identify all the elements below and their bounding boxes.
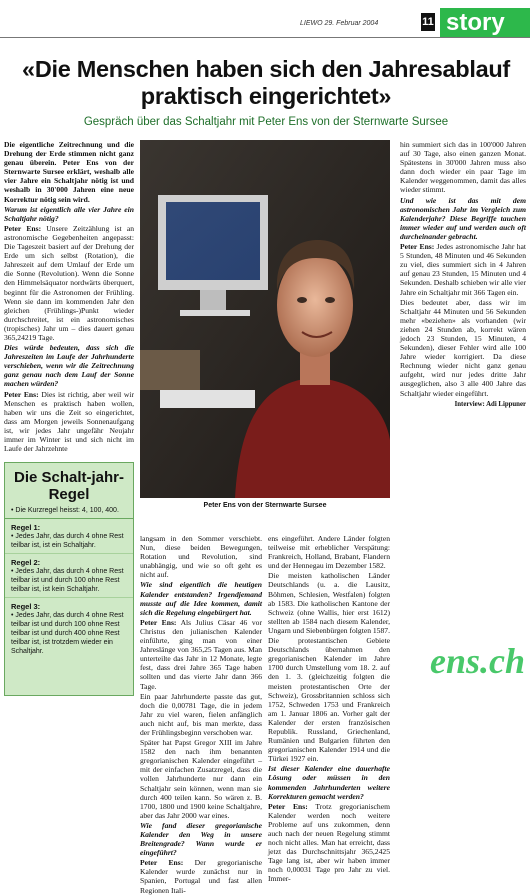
rule-text: • Jedes Jahr, das durch 4 ohne Rest teilbar ist, ist ein Schaltjahr. (5, 532, 133, 554)
leap-year-rule-box (4, 462, 134, 696)
issue-date: LIEWO 29. Februar 2004 (300, 20, 379, 27)
rule-text: • Jedes Jahr, das durch 4 ohne Rest teilbar ist und durch 100 ohne Rest teilbar ist, ist kein Schaltjahr. (5, 567, 133, 598)
portrait-illustration (140, 140, 390, 498)
paragraph: ens eingeführt. Andere Länder folgten teilweise mit erheblicher Verspätung: Frankreich, Holland, Brabant, Flandern und der Hennegau im Dezember 1582. (268, 534, 390, 571)
speaker: Peter Ens: (400, 242, 435, 252)
question: Wie fand dieser gregorianische Kalender den Weg in unsere Breitengrade? Wann wurde er eingeführt? (140, 820, 262, 858)
paragraph: Dies bedeutet aber, dass wir im Schaltjahr 44 Minuten und 56 Sekunden mehr «beziehen» als vorhanden (wir ziehen 24 Stunden ab, korrekt wären jedoch 23 Stunden, 15 Minuten, 4 Sekunden), dieser Fehler wird alle 100 Jahre wieder korrigiert. Da diese Rechnung wieder nicht ganz genau aufgeht, wird nur jedes dritte Jahr ausgeglichen, also 3 alle 400 Jahre das Schaltjahr wieder eingeführt. (400, 297, 526, 398)
header-rule (0, 37, 530, 38)
rule-text: • Jedes Jahr, das durch 4 ohne Rest teilbar ist und durch 100 ohne Rest teilbar ist und durch 400 ohne Rest teilbar ist, ist trotzdem wieder ein Schaltjahr. (11, 612, 124, 655)
speaker: Peter Ens: (4, 389, 39, 399)
answer-text: Jedes astronomische Jahr hat 5 Stunden, 48 Minuten und 46 Sekunden zu viel, dies summiert sich in 4 Jahren auf genau 23 Stunden, 15 Minuten und 4 Sekunden. Deshalb schieben wir alle vier Jahre ein Schaltjahr mit 366 Tagen ein. (400, 242, 526, 297)
answer-text: Unsere Zeitzählung ist an astronomische Gegebenheiten angepasst: Die Tageszeit basiert auf der Drehung der Erde um sich selbst (Rotation), die Jahreszeit auf dem Umlauf der Erde um die Sonne (Revolution). Wenn die Sonne den Himmelsäquator nordwärts überquert, beginnt für die Astronomen der Frühling. Wenn sie dann im kommenden Jahr den gleichen (Frühlings-)Punkt wieder durchschreitet, ist ein astronomisches (tropisches) Jahr um – dies dauert genau 365,24219 Tage. (4, 223, 134, 342)
answer-text: Dies ist richtig, aber weil wir Menschen es praktisch haben wollen, haben wir uns die Zeit so eingerichtet, dass am Morgen jeweils Sonnenaufgang ist, wir jedes Jahr ungefähr Neujahr immer im Winter ist und sich nicht im Laufe der Jahrzehnte (4, 389, 135, 454)
column-2 (140, 534, 262, 896)
speaker: Peter Ens: (4, 223, 42, 233)
portrait-photo (140, 140, 390, 498)
speaker: Peter Ens: (268, 801, 308, 811)
speaker: Peter Ens: (140, 858, 184, 868)
question: Warum ist eigentlich alle vier Jahre ein Schaltjahr nötig? (4, 204, 134, 223)
photo-caption: Peter Ens von der Sternwarte Sursee (140, 498, 390, 514)
headline: «Die Menschen haben sich den Jahresablauf praktisch eingerichtet» (22, 56, 510, 109)
question: Ist dieser Kalender eine dauerhafte Lösung oder müssen in den kommenden Jahrhunderten weitere Korrekturen gemacht werden? (268, 764, 390, 801)
paragraph: Die protestantischen Gebiete Deutschlands übernahmen den gregorianischen Kalender im Jahre 1700 durch Umstellung vom 18. 2. auf den 1. 3. (gleichzeitig folgten die meisten protestantischen Orte der Schweiz), Grossbritannien schloss sich 1752, Schweden 1753 und Frankreich am 1. Januar 1806 an. Vorher galt der Kalender der ersten französischen Republik. Russland, Griechenland, Rumänien und Bulgarien führten den gregorianischen Kalender 1914 und die Türkei 1927 ein. (268, 636, 390, 764)
question: Und wie ist das mit dem astronomischen Jahr im Vergleich zum Kalenderjahr? Diese Begriffe tauchen immer wieder auf und werden auch oft durcheinander gebracht. (400, 195, 526, 241)
subheadline: Gespräch über das Schaltjahr mit Peter Ens von der Sternwarte Sursee (83, 116, 449, 128)
question: Dies würde bedeuten, dass sich die Jahreszeiten im Laufe der Jahrhunderte verschieben, wenn wir die Zeitrechnung ganz genau nach dem Lauf der Sonne machen würden? (4, 343, 134, 389)
paragraph: langsam in den Sommer verschiebt. Nun, diese beiden Bewegungen, Rotation und Revolution, sind unabhängig, und wie so oft geht es nicht auf. (140, 534, 262, 580)
column-4 (400, 140, 526, 409)
question: Wie sind eigentlich die heutigen Kalender entstanden? Irgendjemand musste auf die Idee kommen, damit sich die Regelung eingebürgert hat. (140, 580, 262, 617)
speaker: Peter Ens: (140, 617, 177, 627)
answer-text: Trotz gregorianischem Kalender werden noch weitere Probleme auf uns zukommen, denn auch nach der neuen Regelung stimmt noch nicht alles. Man hat erreicht, dass jetzt das Durchschnittsjahr 365,2425 Tage lang ist, aber wir haben immer noch 0,00031 Tage pro Jahr zu viel. Immer- (268, 801, 390, 884)
answer-text: Als Julius Cäsar 46 vor Christus den julianischen Kalender einführte, ging man von einer Jahreslänge von 365,25 Tagen aus. Man unterteilte das Jahr in 12 Monate, legte fest, dass drei Jahre 365 Tage haben sollten und das vierte Jahr dann 366 Tage. (140, 617, 262, 691)
answer (4, 390, 134, 454)
paragraph: Ein paar Jahrhunderte passte das gut, doch die 0,00781 Tage, die in jedem Jahr zu viel waren, fielen anfänglich auch nicht auf, bis man merkte, dass der Frühlingsbeginn verschoben war. (140, 691, 262, 737)
column-1 (4, 140, 134, 454)
rule-heading: Regel 1: (11, 523, 41, 532)
paragraph: hin summiert sich das in 100'000 Jahren auf 30 Tage, also einen ganzen Monat. Spätestens in 30'000 Jahren muss also dann doch wieder ein paar Tage im Kalender weggenommen, damit das alles wieder stimmt. (400, 140, 526, 195)
rule-heading: Regel 3: (11, 602, 41, 611)
box-title: Die Schalt-jahr-Regel (13, 469, 125, 503)
section-label: story (440, 8, 530, 38)
watermark-logo: ens.ch (430, 641, 526, 681)
rule-heading: Regel 2: (11, 558, 41, 567)
answer (4, 224, 134, 342)
page-number: 11 (421, 13, 435, 31)
answer (400, 242, 526, 297)
answer (268, 802, 390, 884)
lead-paragraph: Die eigentliche Zeitrechnung und die Drehung der Erde stimmen nicht ganz genau überein. Peter Ens von der Sternwarte Sursee erklärt, weshalb alle vier Jahre ein Schaltjahr nötig ist und weshalb in 30'000 Jahren eine neue Korrektur nötig sein wird. (4, 140, 134, 204)
box-subtitle: • Die Kurzregel heisst: 4, 100, 400. (5, 503, 133, 519)
paragraph: Die meisten katholischen Länder Deutschlands (u. a. die Lausitz, Böhmen, Schlesien, Westfalen) folgten ab 1583. Die katholischen Kantone der Schweiz (ohne Wallis, hier erst 1612) stellten ab 1584 nach diesem Kalender, Ungarn und Siebenbürgen folgten 1587. (268, 571, 390, 635)
paragraph: Später hat Papst Gregor XIII im Jahre 1582 den nach ihm benannten gregorianischen Kalender eingeführt – mit der einfachen Zusatzregel, dass die vollen Jahrhunderte nur dann ein Schaltjahr sein können, wenn man sie durch 400 teilen kann. So wären z. B. 1700, 1800 und 1900 keine Schaltjahre, aber das Jahr 2000 war eines. (140, 738, 262, 820)
answer (140, 618, 262, 691)
column-3 (268, 534, 390, 885)
interview-credit: Interview: Adi Lippuner (454, 400, 526, 408)
answer (140, 858, 262, 894)
answer-text: Der gregorianische Kalender wurde zunächst nur in Spanien, Portugal und fast allen Regionen Itali- (140, 858, 262, 895)
